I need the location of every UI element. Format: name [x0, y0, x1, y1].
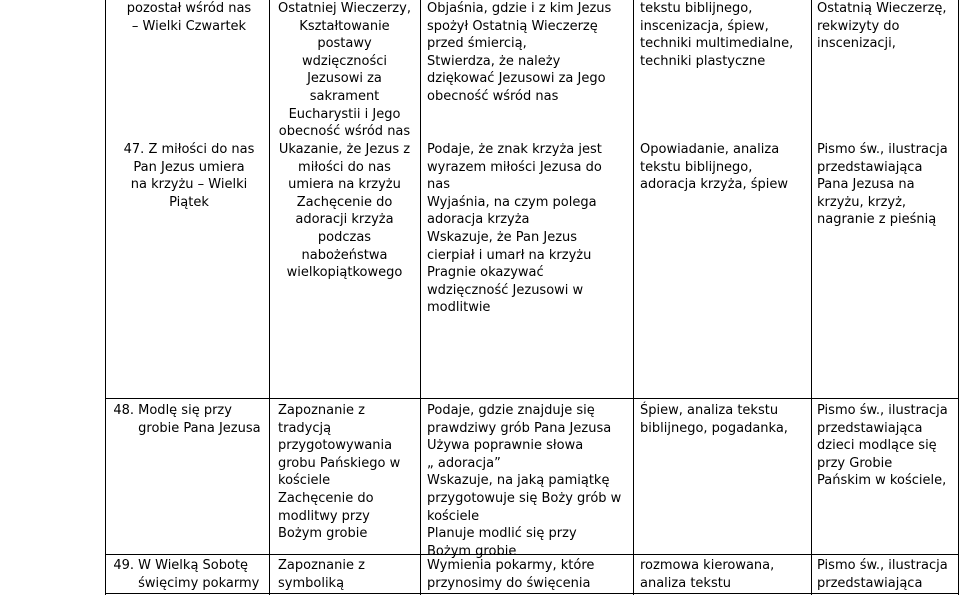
cell-line: pozostał wśród nas: [126, 1, 252, 16]
cell-line: Kształtowanie: [299, 18, 390, 34]
goals-cell: [272, 141, 417, 282]
cell-text: grobie Pana Jezusa: [138, 420, 261, 436]
cell-line: przynosimy do święcenia: [427, 575, 591, 591]
cell-line: Wymienia pokarmy, które: [427, 558, 595, 573]
cell-line: Pismo św., ilustracja: [817, 403, 948, 418]
cell-line: rekwizyty do: [817, 18, 900, 34]
cell-line: [108, 402, 270, 420]
cell-line: symboliką: [278, 575, 345, 591]
requirements-cell: [427, 141, 632, 317]
methods-cell: [640, 141, 810, 194]
column-divider: [269, 0, 270, 595]
cell-line: kościele: [427, 508, 480, 524]
cell-line: adoracji krzyża: [295, 212, 394, 228]
cell-line: Eucharystii i Jego: [288, 106, 401, 122]
cell-line: „ adoracja”: [427, 455, 501, 471]
cell-line: Używa poprawnie słowa: [427, 438, 584, 454]
aids-cell: [817, 402, 957, 490]
cell-line: Objaśnia, gdzie i z kim Jezus: [427, 1, 612, 16]
requirements-cell: [427, 0, 632, 106]
cell-line: Ostatnią Wieczerzę,: [817, 1, 947, 16]
methods-cell: [640, 557, 810, 592]
cell-line: postawy: [317, 36, 372, 52]
cell-line: wyrazem miłości Jezusa do: [427, 159, 602, 175]
cell-text: Modlę się przy: [138, 403, 232, 418]
table-border-right: [958, 0, 959, 595]
cell-line: tekstu biblijnego,: [640, 1, 753, 16]
cell-line: Planuje modlić się przy: [427, 526, 577, 542]
cell-line: Podaje, że znak krzyża jest: [427, 142, 602, 157]
cell-line: Zachęcenie do: [278, 490, 374, 506]
cell-line: podczas: [317, 229, 372, 245]
cell-line: techniki multimedialne,: [640, 36, 794, 52]
cell-line: – Wielki Czwartek: [131, 18, 247, 34]
cell-line: Pragnie okazywać: [427, 265, 544, 281]
lesson-number: 49.: [113, 558, 134, 573]
cell-line: modlitwy przy: [278, 508, 370, 524]
cell-line: prawdziwy grób Pana Jezusa: [427, 420, 612, 436]
cell-line: dzieci modlące się: [817, 438, 937, 454]
cell-line: inscenizacja, śpiew,: [640, 18, 769, 34]
cell-line: nagranie z pieśnią: [817, 212, 937, 228]
aids-cell: [817, 0, 957, 53]
cell-line: inscenizacji,: [817, 36, 896, 52]
cell-line: obecność wśród nas: [278, 124, 411, 140]
cell-line: przedstawiająca: [817, 575, 923, 591]
column-divider: [811, 0, 812, 595]
topic-cell: [108, 0, 270, 35]
cell-line: Pismo św., ilustracja: [817, 558, 948, 573]
column-divider: [633, 0, 634, 595]
cell-line: Śpiew, analiza tekstu: [640, 403, 779, 418]
table-border-bottom: [105, 593, 959, 594]
cell-line: cierpiał i umarł na krzyżu: [427, 247, 592, 263]
requirements-cell: [427, 402, 632, 560]
cell-line: Bożym grobie: [278, 526, 368, 542]
cell-line: Wskazuje, że Pan Jezus: [427, 229, 578, 245]
cell-line: Jezusowi za: [307, 71, 382, 87]
cell-line: sakrament: [309, 88, 380, 104]
topic-cell: [108, 557, 270, 592]
cell-line: wdzięczność Jezusowi w: [427, 282, 584, 298]
cell-text: W Wielką Sobotę: [138, 558, 249, 573]
table-border-left: [105, 0, 106, 595]
cell-line: nas: [427, 177, 450, 193]
cell-line: Pan Jezus umiera: [133, 159, 245, 175]
cell-line: Opowiadanie, analiza: [640, 142, 780, 157]
cell-line: Ostatniej Wieczerzy,: [278, 1, 411, 16]
cell-text: święcimy pokarmy: [138, 575, 260, 591]
cell-line: [108, 141, 270, 159]
cell-line: analiza tekstu: [640, 575, 732, 591]
methods-cell: [640, 402, 810, 437]
cell-line: nabożeństwa: [301, 247, 388, 263]
goals-cell: [272, 0, 417, 141]
goals-cell: [278, 557, 418, 592]
cell-line: tradycją: [278, 420, 332, 436]
cell-line: na krzyżu – Wielki: [130, 177, 248, 193]
cell-line: Wyjaśnia, na czym polega: [427, 194, 597, 210]
cell-line: adoracja krzyża, śpiew: [640, 177, 789, 193]
cell-line: Pana Jezusa na: [817, 177, 915, 193]
cell-line: [108, 575, 270, 593]
lesson-number: 47.: [123, 142, 145, 157]
cell-line: umiera na krzyżu: [288, 177, 401, 193]
goals-cell: [278, 402, 418, 543]
cell-line: Wskazuje, na jaką pamiątkę: [427, 473, 610, 489]
cell-line: przed śmiercią,: [427, 36, 527, 52]
cell-line: przedstawiająca: [817, 159, 923, 175]
cell-line: kościele: [278, 473, 331, 489]
cell-line: przygotowuje się Boży grób w: [427, 490, 622, 506]
row-divider: [105, 398, 959, 399]
cell-line: krzyżu, krzyż,: [817, 194, 907, 210]
cell-line: wielkopiątkowego: [286, 265, 403, 281]
aids-cell: [817, 557, 957, 592]
cell-line: adoracja krzyża: [427, 212, 530, 228]
cell-line: grobu Pańskiego w: [278, 455, 401, 471]
cell-line: Podaje, gdzie znajduje się: [427, 403, 595, 418]
cell-line: przygotowywania: [278, 438, 393, 454]
cell-line: przedstawiająca: [817, 420, 923, 436]
cell-line: spożył Ostatnią Wieczerzę: [427, 18, 598, 34]
column-divider: [420, 0, 421, 595]
cell-line: modlitwie: [427, 300, 491, 316]
topic-cell: [108, 402, 270, 437]
aids-cell: [817, 141, 957, 229]
lesson-number: 48.: [113, 403, 134, 418]
cell-line: rozmowa kierowana,: [640, 558, 775, 573]
topic-cell: [108, 141, 270, 211]
cell-text: Z miłości do nas: [148, 142, 255, 157]
cell-line: Pańskim w kościele,: [817, 473, 947, 489]
cell-line: Piątek: [169, 194, 209, 210]
methods-cell: [640, 0, 810, 70]
cell-line: przy Grobie: [817, 455, 893, 471]
cell-line: Stwierdza, że należy: [427, 53, 561, 69]
cell-line: tekstu biblijnego,: [640, 159, 753, 175]
cell-line: techniki plastyczne: [640, 53, 766, 69]
cell-line: wdzięczności: [301, 53, 387, 69]
cell-line: [108, 420, 270, 438]
cell-line: Bożym grobie: [427, 543, 517, 559]
cell-line: Zachęcenie do: [296, 194, 393, 210]
cell-line: Ukazanie, że Jezus z: [278, 142, 411, 157]
cell-line: dziękować Jezusowi za Jego: [427, 71, 606, 87]
cell-line: Zapoznanie z: [278, 403, 365, 418]
cell-line: obecność wśród nas: [427, 88, 559, 104]
cell-line: [108, 557, 270, 575]
cell-line: miłości do nas: [298, 159, 391, 175]
requirements-cell: [427, 557, 632, 592]
cell-line: biblijnego, pogadanka,: [640, 420, 788, 436]
cell-line: Zapoznanie z: [278, 558, 365, 573]
cell-line: Pismo św., ilustracja: [817, 142, 948, 157]
